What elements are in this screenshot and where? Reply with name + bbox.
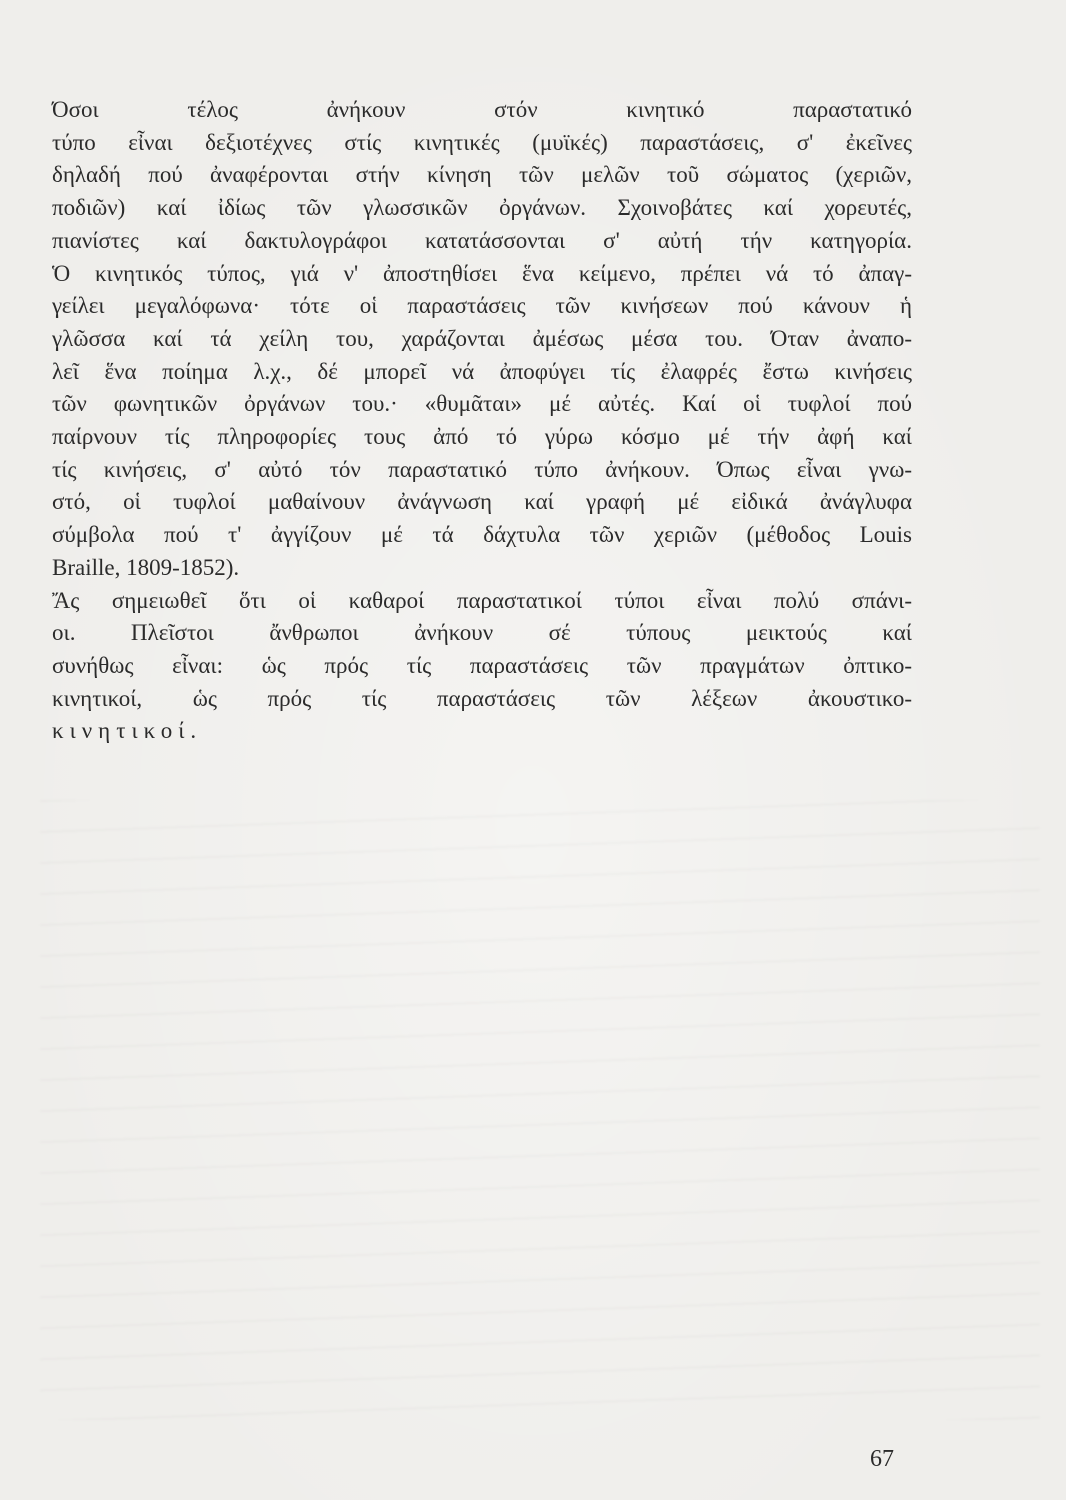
text-line: τῶν φωνητικῶν ὀργάνων του.· «θυμᾶται» μέ αὐτές. Καί οἱ τυφλοί πού xyxy=(52,391,912,417)
text-line: Braille, 1809-1852). xyxy=(52,554,240,580)
text-line: στό, οἱ τυφλοί μαθαίνουν ἀνάγνωση καί γραφή μέ εἰδικά ἀνάγλυφα xyxy=(52,489,912,515)
text-line: Όσοι τέλος ἀνήκουν στόν κινητικό παραστατικό xyxy=(52,97,912,122)
text-line: τύπο εἶναι δεξιοτέχνες στίς κινητικές (μυϊκές) παραστάσεις, σ' ἐκεῖνες xyxy=(52,129,912,155)
text-line: ποδιῶν) καί ἰδίως τῶν γλωσσικῶν ὀργάνων. Σχοινοβάτες καί χορευτές, xyxy=(52,195,912,221)
text-line: οι. Πλεῖστοι ἄνθρωποι ἀνήκουν σέ τύπους μεικτούς καί xyxy=(52,620,912,646)
text-line: λεῖ ἕνα ποίημα λ.χ., δέ μπορεῖ νά ἀποφύγει τίς ἐλαφρές ἔστω κινήσεις xyxy=(52,358,912,384)
show-through-texture xyxy=(40,800,1040,1420)
text-line: Ὁ κινητικός τύπος, γιά ν' ἀποστηθίσει ἕνα κείμενο, πρέπει νά τό ἀπαγ- xyxy=(52,260,912,286)
text-line: πιανίστες καί δακτυλογράφοι κατατάσσονται σ' αὐτή τήν κατηγορία. xyxy=(52,227,912,253)
text-line: γείλει μεγαλόφωνα· τότε οἱ παραστάσεις τῶν κινήσεων πού κάνουν ἡ xyxy=(52,293,912,319)
text-line: Ἄς σημειωθεῖ ὅτι οἱ καθαροί παραστατικοί τύποι εἶναι πολύ σπάνι- xyxy=(52,587,912,613)
text-line: συνήθως εἶναι: ὡς πρός τίς παραστάσεις τῶν πραγμάτων ὀπτικο- xyxy=(52,652,912,678)
text-line: δηλαδή πού ἀναφέρονται στήν κίνηση τῶν μελῶν τοῦ σώματος (χεριῶν, xyxy=(52,162,912,188)
text-line: γλῶσσα καί τά χείλη του, χαράζονται ἀμέσως μέσα του. Όταν ἀναπο- xyxy=(52,325,912,351)
text-line: κινητικοί, ὡς πρός τίς παραστάσεις τῶν λέξεων ἀκουστικο- xyxy=(52,685,912,711)
page-number: 67 xyxy=(870,1446,894,1472)
text-line: σύμβολα πού τ' ἀγγίζουν μέ τά δάχτυλα τῶν χεριῶν (μέθοδος Louis xyxy=(52,522,912,548)
text-line: παίρνουν τίς πληροφορίες τους ἀπό τό γύρω κόσμο μέ τήν ἀφή καί xyxy=(52,424,912,450)
body-text xyxy=(52,94,912,748)
text-line: κινητικοί. xyxy=(52,718,203,744)
text-line: τίς κινήσεις, σ' αὐτό τόν παραστατικό τύπο ἀνήκουν. Όπως εἶναι γνω- xyxy=(52,456,912,482)
